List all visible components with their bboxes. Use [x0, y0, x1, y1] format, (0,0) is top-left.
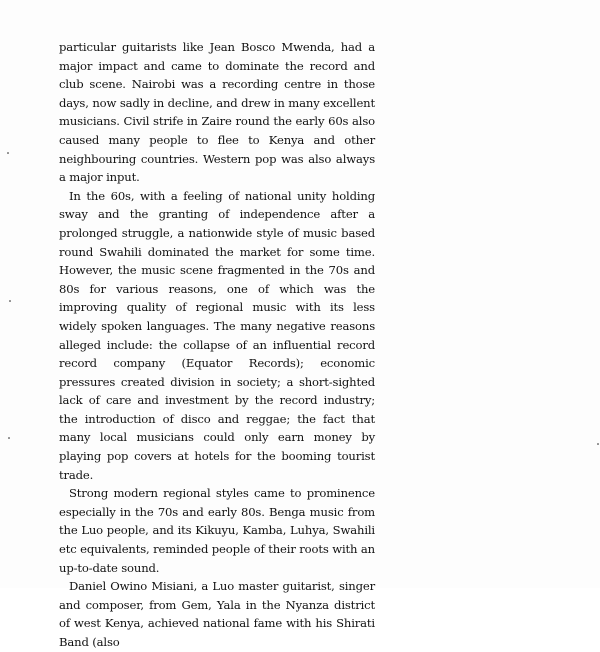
body-text [59, 38, 375, 652]
paragraph-4: Daniel Owino Misiani, a Luo master guitarist, singer and composer, from Gem, Yala in the Nyanza district of west Kenya, achieved national fame with his Shirati Band (also [59, 579, 375, 649]
scan-speck [8, 437, 10, 439]
paragraph-2: In the 60s, with a feeling of national unity holding sway and the granting of independence after a prolonged struggle, a nationwide style of music based round Swahili dominated the market for some time. However, the music scene fragmented in the 70s and 80s for various reasons, one of which was the improving quality of regional music with its less widely spoken languages. The many negative reasons alleged include: the collapse of an influential record record company (Equator Records); economic pressures created division in society; a short-sighted lack of care and investment by the record industry; the introduction of disco and reggae; the fact that many local musicians could only earn money by playing pop covers at hotels for the booming tourist trade. [59, 188, 375, 482]
scan-speck [9, 300, 11, 302]
paragraph-1: particular guitarists like Jean Bosco Mwenda, had a major impact and came to dominate the record and club scene. Nairobi was a recording centre in those days, now sadly in decline, and drew in many excellent musicians. Civil strife in Zaire round the early 60s also caused many people to flee to Kenya and other neighbouring countries. Western pop was also always a major input. [59, 40, 375, 185]
paragraph-3: Strong modern regional styles came to prominence especially in the 70s and early 80s. Benga music from the Luo people, and its Kikuyu, Kamba, Luhya, Swahili etc equivalents, reminded people of their roots with an up-to-date sound. [59, 486, 375, 575]
scan-speck [597, 443, 599, 445]
scan-speck [7, 152, 9, 154]
